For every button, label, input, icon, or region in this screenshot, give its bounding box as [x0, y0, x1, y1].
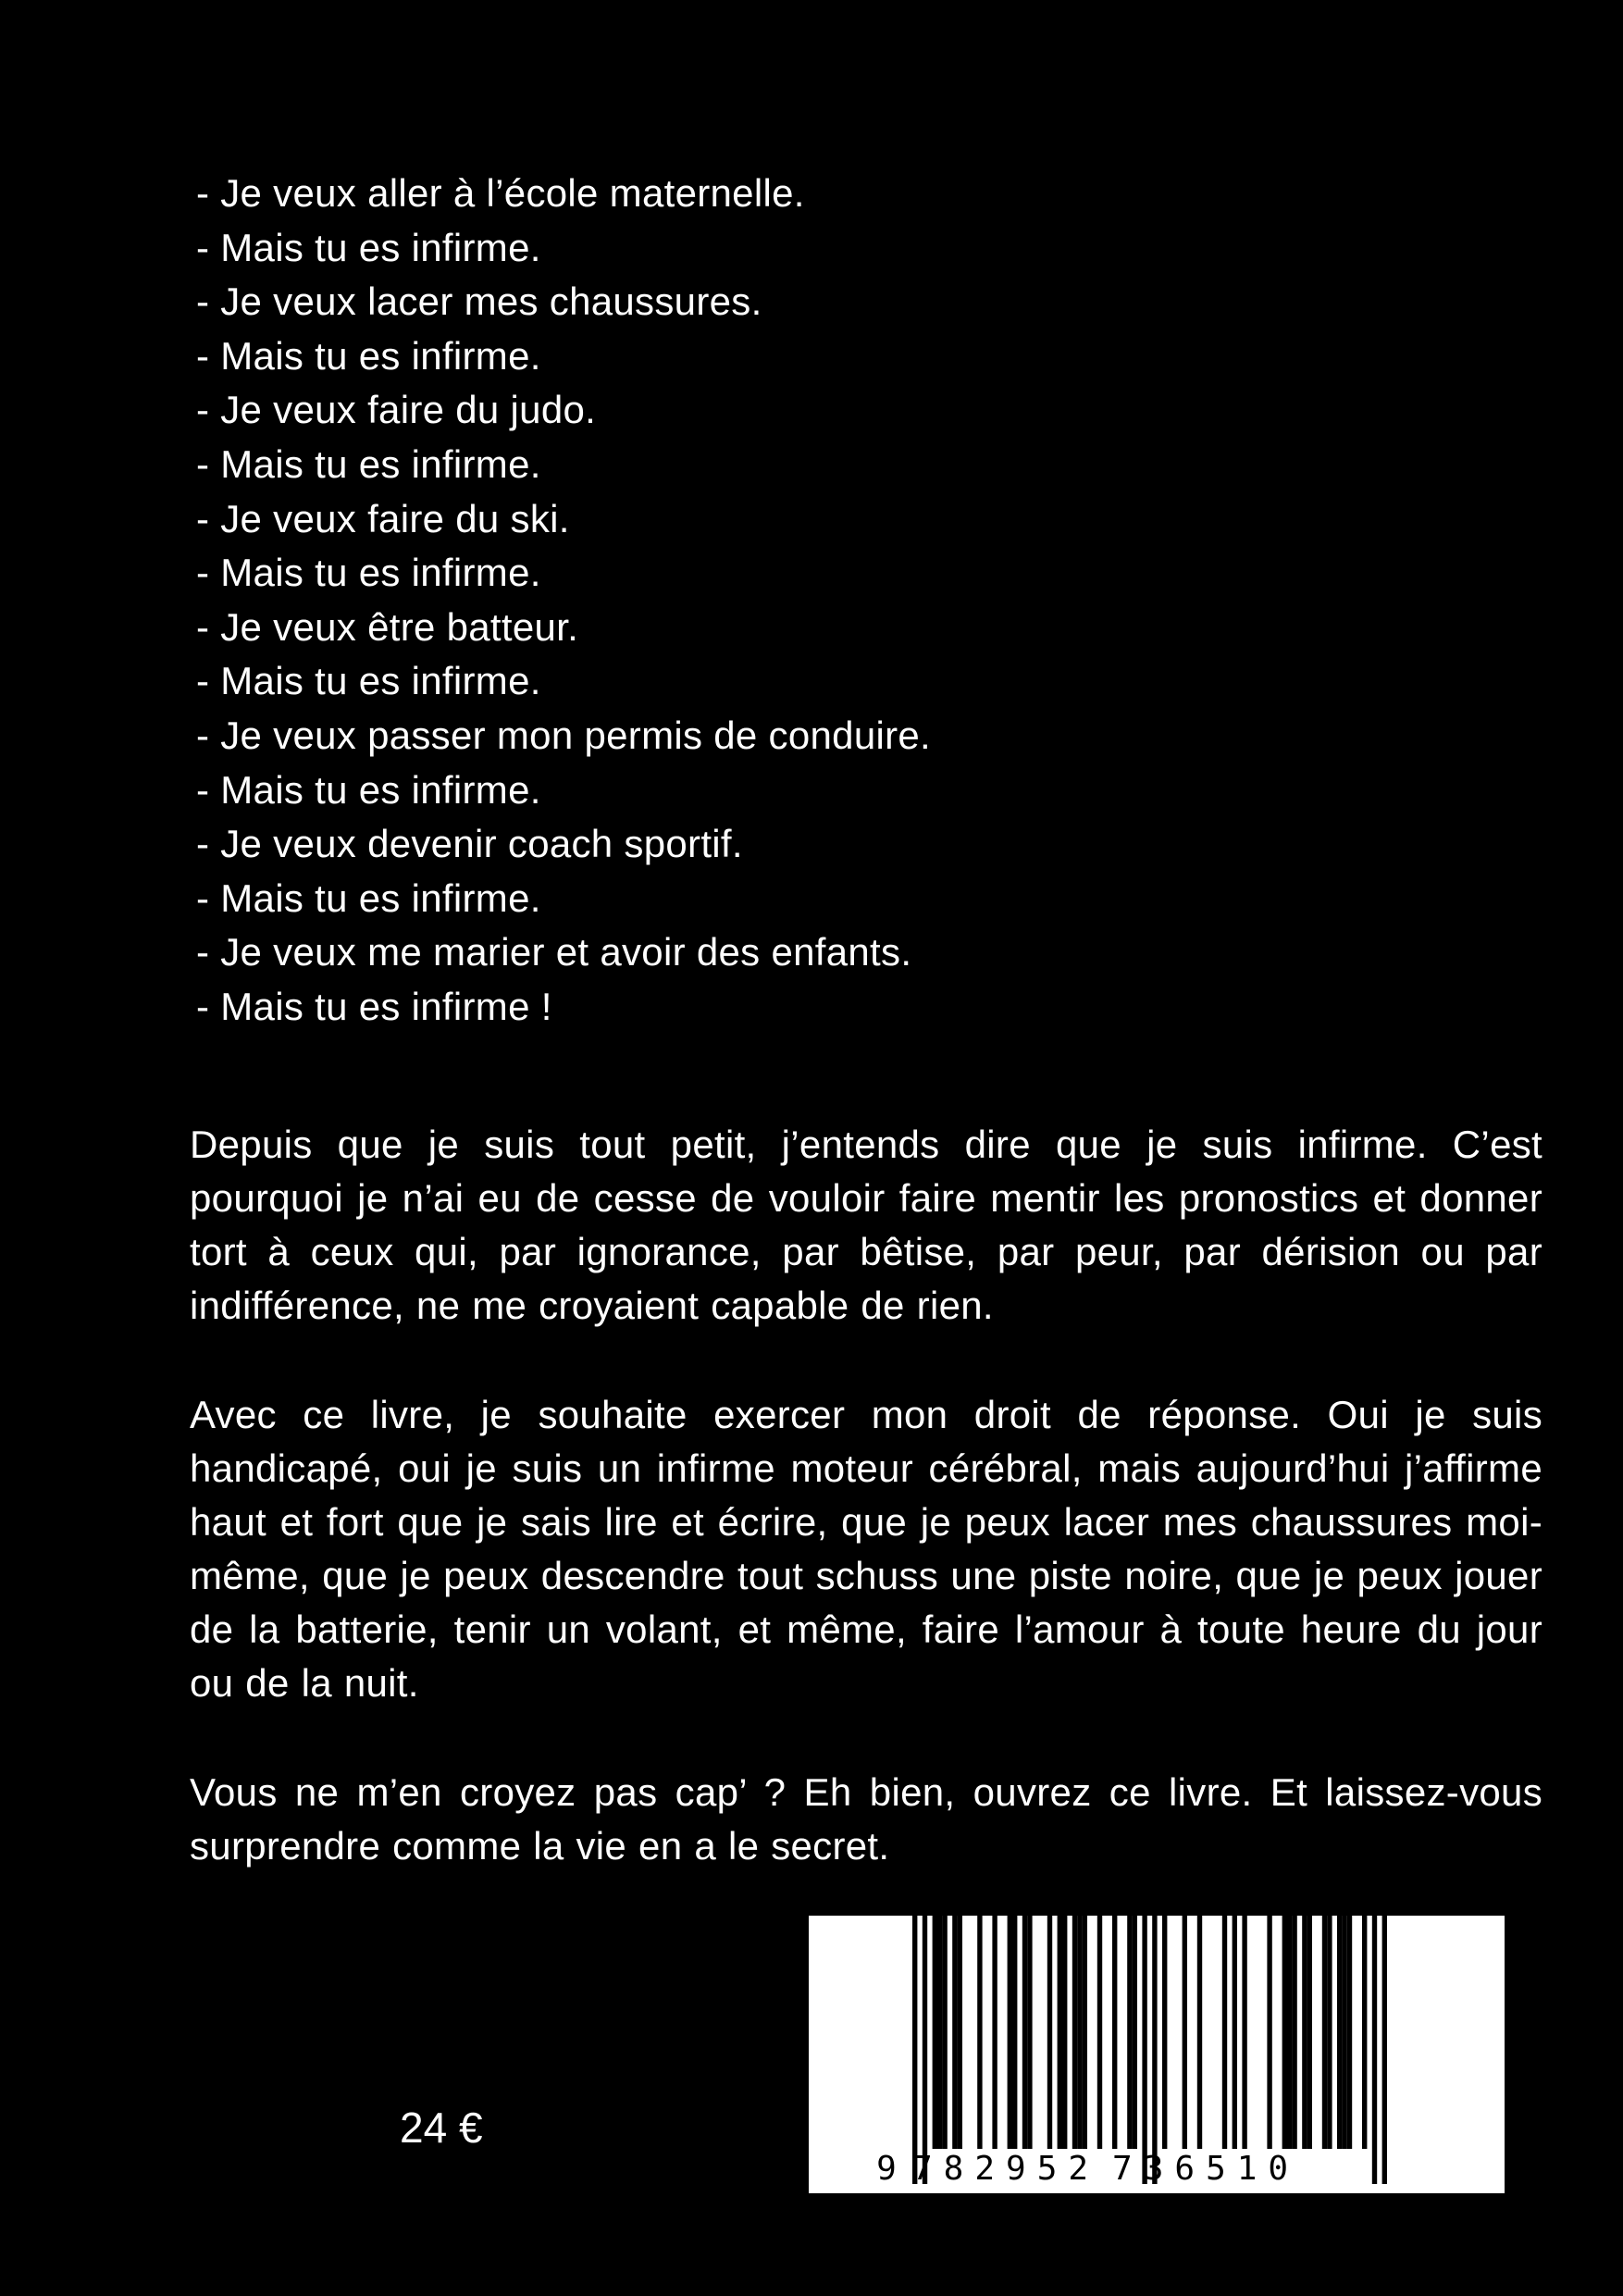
- barcode-bar: [1292, 1916, 1296, 2149]
- barcode-bar: [1022, 1916, 1027, 2149]
- dialogue-line: - Mais tu es infirme.: [196, 551, 541, 595]
- barcode-digits: [873, 2150, 1300, 2188]
- barcode-bar: [1133, 1916, 1137, 2149]
- barcode-bar: [958, 1916, 962, 2149]
- dialogue-line: - Mais tu es infirme.: [196, 225, 541, 269]
- blurb-paragraph-3: Vous ne m’en croyez pas cap’ ? Eh bien, ouvrez ce livre. Et laissez-vous surprendre comme la vie en a le secret.: [190, 1770, 1542, 1868]
- dialogue-line: - Mais tu es infirme.: [196, 441, 541, 486]
- barcode-digit-group: 736510: [1112, 2150, 1300, 2188]
- isbn-barcode: [809, 1916, 1505, 2193]
- dialogue-line: - Je veux passer mon permis de conduire.: [196, 713, 932, 757]
- barcode-bar: [1112, 1916, 1117, 2149]
- barcode-bar: [912, 1916, 917, 2184]
- barcode-bar: [1362, 1916, 1367, 2149]
- barcode-bar: [1287, 1916, 1292, 2149]
- barcode-bar: [923, 1916, 927, 2184]
- barcode-bar: [1152, 1916, 1157, 2184]
- dialogue-line: - Je veux être batteur.: [196, 604, 579, 649]
- dialogue-line: - Je veux faire du judo.: [196, 388, 597, 432]
- barcode-bar: [1302, 1916, 1307, 2149]
- dialogue-line: - Je veux faire du ski.: [196, 496, 570, 540]
- barcode-bar: [937, 1916, 942, 2149]
- barcode-bar: [977, 1916, 982, 2149]
- barcode-bar: [1222, 1916, 1227, 2149]
- barcode-bar: [1162, 1916, 1167, 2149]
- dialogue-line: - Mais tu es infirme !: [196, 984, 552, 1028]
- barcode-bar: [1372, 1916, 1377, 2184]
- price-label: 24 €: [400, 2104, 483, 2152]
- barcode-bar: [1083, 1916, 1087, 2149]
- barcode-bar: [1072, 1916, 1077, 2149]
- barcode-bar: [992, 1916, 997, 2149]
- barcode-bar: [1058, 1916, 1062, 2149]
- dialogue-line: - Je veux me marier et avoir des enfants.: [196, 930, 912, 974]
- barcode-bar: [1322, 1916, 1327, 2149]
- dialogue-line: - Je veux aller à l’école maternelle.: [196, 171, 805, 215]
- dialogue-line: - Mais tu es infirme.: [196, 767, 541, 812]
- blurb-paragraph-2: Avec ce livre, je souhaite exercer mon droit de réponse. Oui je suis handicapé, oui je suis un infirme moteur cérébral, mais aujourd’hui j’affirme haut et fort que je sais lire et écrire, que je peux lacer mes chaussures moi-même, que je peux descendre tout schuss une piste noire, que je peux jouer de la batterie, tenir un volant, et même, faire l’amour à toute heure du jour ou de la nuit.: [190, 1393, 1542, 1705]
- dialogue-line: - Mais tu es infirme.: [196, 875, 541, 920]
- dialogue-line: - Mais tu es infirme.: [196, 659, 541, 703]
- barcode-bar: [1197, 1916, 1202, 2149]
- dialogue-line: - Mais tu es infirme.: [196, 333, 541, 378]
- barcode-bar: [1327, 1916, 1332, 2149]
- barcode-bar: [952, 1916, 957, 2149]
- barcode-bar: [1282, 1916, 1287, 2149]
- barcode-bar: [1047, 1916, 1052, 2149]
- barcode-bar: [1337, 1916, 1342, 2149]
- barcode-digit-group: 782952: [912, 2150, 1100, 2188]
- barcode-bar: [933, 1916, 937, 2149]
- barcode-bar: [1077, 1916, 1082, 2149]
- barcode-bar: [1342, 1916, 1346, 2149]
- blurb-paragraph-1: Depuis que je suis tout petit, j’entends dire que je suis infirme. C’est pourquoi je n’ai eu de cesse de vouloir faire mentir les pronostics et donner tort à ceux qui, par ignorance, par bêtise, par peur, par dérision ou par indifférence, ne me croyaient capable de rien.: [190, 1123, 1542, 1327]
- barcode-bar: [1097, 1916, 1102, 2149]
- barcode-bar: [1008, 1916, 1012, 2149]
- barcode-bar: [1127, 1916, 1132, 2149]
- dialogue-line: - Je veux devenir coach sportif.: [196, 822, 743, 866]
- barcode-bar: [1183, 1916, 1187, 2149]
- barcode-bar: [1267, 1916, 1271, 2149]
- barcode-bar: [1027, 1916, 1032, 2149]
- barcode-bar: [1347, 1916, 1352, 2149]
- barcode-bar: [942, 1916, 947, 2149]
- barcode-bar: [1307, 1916, 1312, 2149]
- barcode-bar: [1233, 1916, 1237, 2149]
- barcode-bar: [1242, 1916, 1246, 2149]
- dialogue-line: - Je veux lacer mes chaussures.: [196, 279, 762, 324]
- barcode-bar: [1142, 1916, 1146, 2184]
- dialogue-block: [196, 167, 1399, 1035]
- barcode-digit-group: 9: [876, 2150, 897, 2188]
- barcode-bar: [1062, 1916, 1067, 2149]
- barcode-bar: [1382, 1916, 1387, 2184]
- barcode-bar: [1012, 1916, 1017, 2149]
